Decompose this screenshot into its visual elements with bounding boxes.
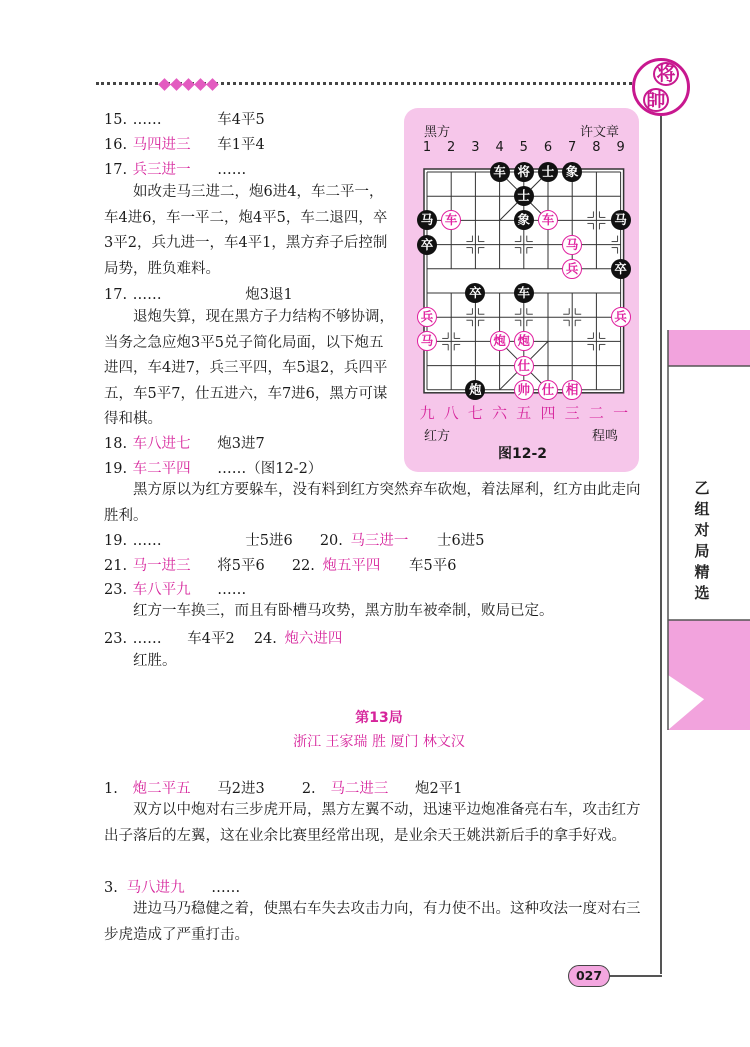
red-piece: 兵 bbox=[417, 307, 437, 327]
red-piece: 兵 bbox=[611, 307, 631, 327]
top-column-number: 1 bbox=[422, 140, 432, 155]
red-side-label: 红方 bbox=[424, 429, 451, 444]
commentary-paragraph-2: 退炮失算，现在黑方子力结构不够协调，当务之急应炮3平5兑子简化局面，以下炮五进四，车4进7，兵三平四，车5退2，兵四平五，车5平7，仕五进六，车7进6，黑方可谋得和棋。 bbox=[104, 309, 394, 427]
top-column-number: 6 bbox=[543, 140, 553, 155]
move-line-16: 16. 马四进三 车1平4 bbox=[104, 137, 265, 153]
top-column-number: 7 bbox=[568, 140, 577, 155]
bottom-column-number: 五 bbox=[516, 404, 532, 422]
black-piece: 车 bbox=[514, 283, 534, 303]
red-piece: 车 bbox=[538, 210, 558, 230]
commentary-paragraph-5: 双方以中炮对右三步虎开局，黑方左翼不动，迅速平边炮准备亮右车，攻击红方出子落后的左翼，这在业余比赛里经常出现，是业余天王姚洪新后手的拿手好戏。 bbox=[104, 802, 641, 844]
commentary-paragraph-4: 红方一车换三，而且有卧槽马攻势，黑方肋车被牵制，败局已定。 bbox=[133, 603, 554, 619]
commentary-paragraph-1: 如改走马三进二，炮6进4，车二平一，车4进6，车一平二，炮4平5，车二退四，卒3平2，兵九进一，车4平1，黑方弃子后控制局势，胜负难料。 bbox=[104, 184, 388, 277]
game-subtitle: 浙江 王家瑞 胜 厦门 林文汉 bbox=[293, 734, 465, 750]
black-piece: 士 bbox=[538, 162, 558, 182]
bottom-column-number: 二 bbox=[588, 404, 604, 422]
move-line-15: 15. …… 车4平5 bbox=[104, 112, 265, 128]
top-column-number: 4 bbox=[495, 140, 504, 155]
move-line-23: 23. 车八平九 …… bbox=[104, 582, 247, 598]
red-piece: 帅 bbox=[514, 380, 534, 400]
black-piece: 卒 bbox=[611, 259, 631, 279]
top-column-number: 8 bbox=[592, 140, 601, 155]
black-player-name: 许文章 bbox=[580, 125, 620, 140]
red-piece: 车 bbox=[441, 210, 461, 230]
black-piece: 士 bbox=[514, 186, 534, 206]
black-piece: 马 bbox=[417, 210, 437, 230]
move-line-1-2: 1. 炮二平五 马2进3 2. 马二进三 炮2平1 bbox=[104, 781, 463, 797]
black-piece: 车 bbox=[490, 162, 510, 182]
top-column-number: 9 bbox=[616, 140, 625, 155]
page-number: 027 bbox=[568, 965, 610, 987]
black-piece: 炮 bbox=[465, 380, 485, 400]
move-line-17: 17. 兵三进一 …… bbox=[104, 162, 247, 178]
logo-char-top: 将 bbox=[653, 62, 679, 86]
black-piece: 象 bbox=[562, 162, 582, 182]
top-column-number: 2 bbox=[447, 140, 456, 155]
move-line-3: 3. 马八进九 …… bbox=[104, 880, 241, 896]
move-line-18: 18. 车八进七 炮3进7 bbox=[104, 436, 265, 452]
red-piece: 相 bbox=[562, 380, 582, 400]
red-piece: 炮 bbox=[490, 331, 510, 351]
bottom-column-number: 四 bbox=[540, 404, 556, 422]
move-line-21-22: 21. 马一进三 将5平6 22. 炮五平四 车5平6 bbox=[104, 558, 457, 574]
move-line-19: 19. 车二平四 ……（图12-2） bbox=[104, 461, 323, 477]
black-piece: 象 bbox=[514, 210, 534, 230]
bottom-column-number: 七 bbox=[467, 404, 483, 422]
header-diamond-ornament bbox=[160, 74, 220, 93]
move-line-23b-24: 23. …… 车4平2 24. 炮六进四 bbox=[104, 631, 343, 647]
side-tab-title: 乙 组 对 局 精 选 bbox=[694, 479, 710, 602]
bottom-column-number: 九 bbox=[419, 404, 435, 422]
red-piece: 马 bbox=[562, 235, 582, 255]
logo-char-bottom: 帥 bbox=[643, 88, 669, 112]
top-column-number: 3 bbox=[471, 140, 480, 155]
figure-caption: 图12-2 bbox=[498, 446, 548, 462]
chess-logo bbox=[632, 58, 690, 116]
top-column-number: 5 bbox=[519, 140, 528, 155]
red-piece: 炮 bbox=[514, 331, 534, 351]
game-title: 第13局 bbox=[355, 710, 403, 726]
red-piece: 仕 bbox=[538, 380, 558, 400]
bottom-column-number: 八 bbox=[443, 404, 459, 422]
move-line-19-20: 19. …… 士5进6 20. 马三进一 士6进5 bbox=[104, 533, 485, 549]
result-text: 红胜。 bbox=[133, 653, 177, 669]
move-line-17b: 17. …… 炮3退1 bbox=[104, 287, 293, 303]
commentary-paragraph-6: 进边马乃稳健之着，使黑右车失去攻击力向，有力使不出。这种攻法一度对右三步虎造成了严重打击。 bbox=[104, 901, 641, 943]
bottom-column-number: 一 bbox=[613, 404, 629, 422]
black-piece: 马 bbox=[611, 210, 631, 230]
black-side-label: 黑方 bbox=[424, 125, 451, 140]
bottom-column-number: 六 bbox=[492, 404, 508, 422]
black-piece: 卒 bbox=[465, 283, 485, 303]
black-piece: 卒 bbox=[417, 235, 437, 255]
red-player-name: 程鸣 bbox=[592, 429, 619, 444]
red-piece: 仕 bbox=[514, 356, 534, 376]
bottom-column-number: 三 bbox=[564, 404, 580, 422]
black-piece: 将 bbox=[514, 162, 534, 182]
red-piece: 兵 bbox=[562, 259, 582, 279]
red-piece: 马 bbox=[417, 331, 437, 351]
commentary-paragraph-3: 黑方原以为红方要躲车，没有料到红方突然弃车砍炮，着法犀利，红方由此走向胜利。 bbox=[104, 482, 641, 524]
